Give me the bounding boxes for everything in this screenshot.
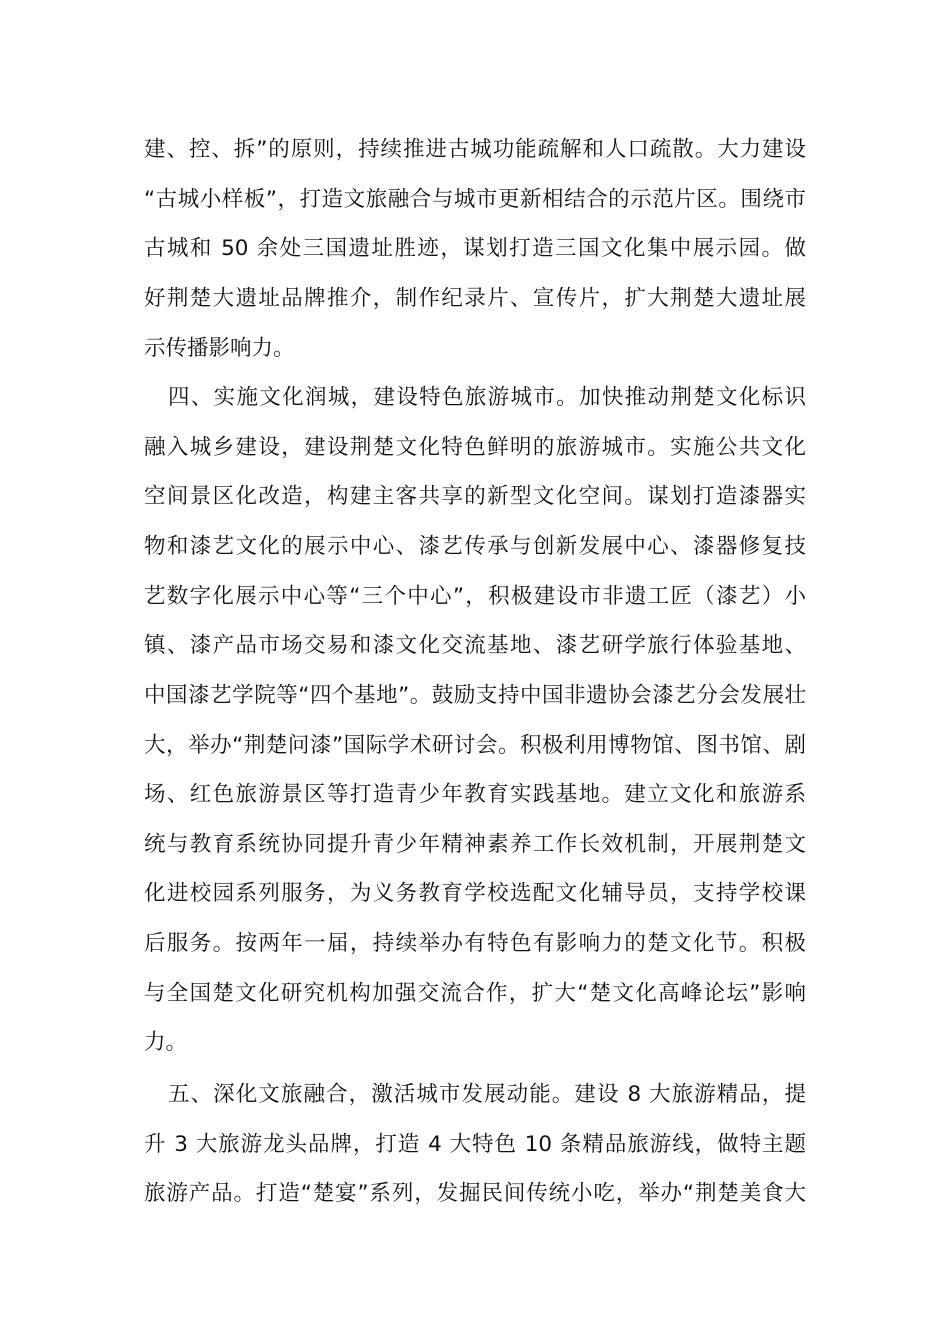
text-line: 与全国楚文化研究机构加强交流合作，扩大“楚文化高峰论坛”影响 [144,981,806,1006]
text-line: 融入城乡建设，建设荆楚文化特色鲜明的旅游城市。实施公共文化 [144,435,806,460]
text-line: 旅游产品。打造“楚宴”系列，发掘民间传统小吃，举办“荆楚美食大 [144,1181,806,1206]
text-line: 空间景区化改造，构建主客共享的新型文化空间。谋划打造漆器实 [144,484,806,509]
text-line: 大，举办“荆楚问漆”国际学术研讨会。积极利用博物馆、图书馆、剧 [144,733,806,758]
text-line: 好荆楚大遗址品牌推介，制作纪录片、宣传片，扩大荆楚大遗址展 [144,286,806,311]
text-line: 化进校园系列服务，为义务教育学校选配文化辅导员，支持学校课 [144,881,806,906]
text-line: 古城和 50 余处三国遗址胜迹，谋划打造三国文化集中展示园。做 [144,236,806,261]
paragraph-start-line: 四、实施文化润城，建设特色旅游城市。加快推动荆楚文化标识 [168,385,806,410]
text-line: 物和漆艺文化的展示中心、漆艺传承与创新发展中心、漆器修复技 [144,534,806,559]
text-line: 艺数字化展示中心等“三个中心”，积极建设市非遗工匠（漆艺）小 [144,584,806,609]
text-line: 后服务。按两年一届，持续举办有特色有影响力的楚文化节。积极 [144,931,806,956]
text-line: 统与教育系统协同提升青少年精神素养工作长效机制，开展荆楚文 [144,832,806,857]
text-line: 力。 [144,1030,188,1055]
paragraph-start-line: 五、深化文旅融合，激活城市发展动能。建设 8 大旅游精品，提 [168,1082,806,1107]
text-line: 建、控、拆”的原则，持续推进古城功能疏解和人口疏散。大力建设 [144,137,806,162]
text-line: 中国漆艺学院等“四个基地”。鼓励支持中国非遗协会漆艺分会发展壮 [144,683,806,708]
text-line: 示传播影响力。 [144,336,295,361]
text-line: 镇、漆产品市场交易和漆文化交流基地、漆艺研学旅行体验基地、 [144,633,806,658]
text-line: 升 3 大旅游龙头品牌，打造 4 大特色 10 条精品旅游线，做特主题 [144,1132,806,1157]
text-line: “古城小样板”，打造文旅融合与城市更新相结合的示范片区。围绕市 [144,187,806,212]
text-line: 场、红色旅游景区等打造青少年教育实践基地。建立文化和旅游系 [144,782,806,807]
